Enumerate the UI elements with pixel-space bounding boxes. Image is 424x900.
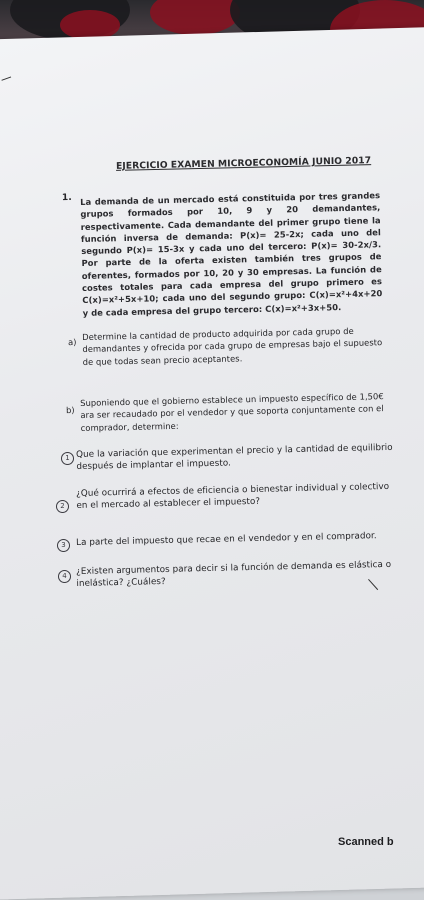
scanner-watermark: Scanned b [338, 836, 394, 848]
question-statement: La demanda de un mercado está constituida por tres grandes grupos formados por 10, 9 y 20 demandantes, respectivamente. Cada demandante del primer grupo tiene la función inversa de demanda: P(x)= 25-2x; cada uno del segundo P(x)= 15-3x y cada uno del tercero: P(x)= 30-2x/3. Por parte de la oferta existen también tres grupos de oferentes, formados por 10, 20 y 30 empresas. La función de costes totales para cada empresa del grupo primero es C(x)=x²+5x+10; cada uno del segundo grupo: C(x)=x²+4x+20 y de cada empresa del grupo tercero: C(x)=x²+3x+50. [80, 190, 383, 318]
question-number: 1. [61, 192, 72, 204]
part-a-label: a) [67, 336, 77, 348]
part-b-label: b) [65, 404, 75, 416]
item-text: Que la variación que experimentan el precio y la cantidad de equilibrio después de implantar el impuesto. [76, 442, 393, 473]
item-marker-circle: 2 [56, 500, 69, 513]
item-text: La parte del impuesto que recae en el vendedor y en el comprador. [76, 531, 377, 548]
part-a-text: Determine la cantidad de producto adquirida por cada grupo de demandantes y ofrecida por cada grupo de empresas bajo el supuesto de que todas sean precio aceptantes. [82, 325, 383, 367]
item-marker-circle: 4 [58, 570, 71, 583]
item-marker-circle: 1 [61, 452, 74, 465]
item-text: ¿Existen argumentos para decir si la función de demanda es elástica o inelástica? ¿Cuáles? [76, 559, 392, 590]
item-text: ¿Qué ocurrirá a efectos de eficiencia o bienestar individual y colectivo en el mercado al establecer el impuesto? [76, 481, 390, 512]
exam-title: EJERCICIO EXAMEN MICROECONOMÍA JUNIO 2017 [115, 155, 372, 172]
part-b-text: Suponiendo que el gobierno establece un impuesto específico de 1,50€ ara ser recaudado por el vendedor y que soporta conjuntamente con el comprador, determine: [80, 391, 384, 433]
item-marker-circle: 3 [57, 539, 70, 552]
